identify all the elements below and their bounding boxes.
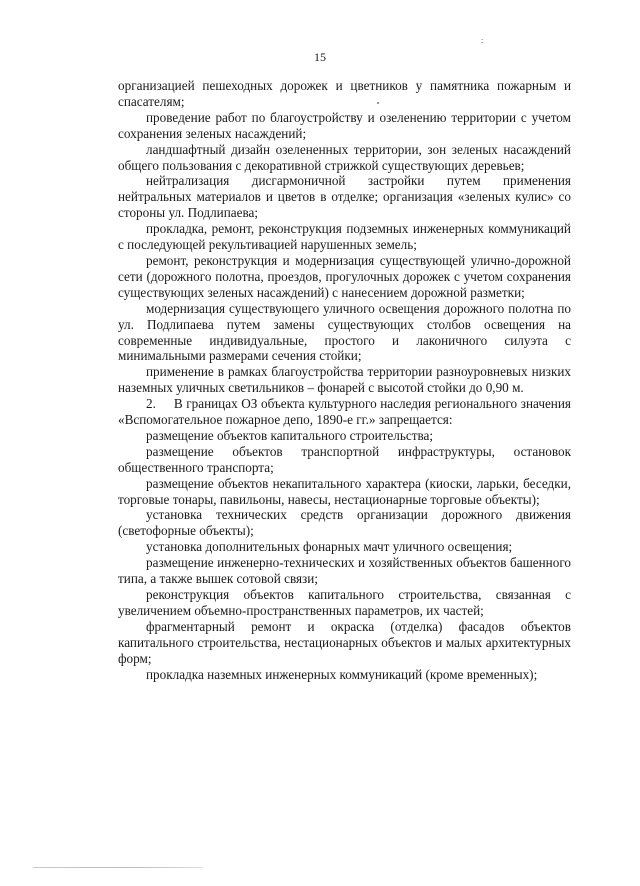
paragraph-non-capital-objects: размещение объектов некапитального характера (киоски, ларьки, беседки, торговые тонары, павильоны, навесы, нестационарные торговые объекты); — [118, 475, 571, 507]
paragraph-neutralization-buildings: нейтрализация дисгармоничной застройки путем применения нейтральных материалов и цветов в отделке; организация «зеленых кулис» со стороны ул. Подлипаева; — [118, 173, 571, 221]
paragraph-tower-objects: размещение инженерно-технических и хозяйственных объектов башенного типа, а также вышек сотовой связи; — [118, 555, 571, 587]
paragraph-transport-infrastructure: размещение объектов транспортной инфраструктуры, остановок общественного транспорта; — [118, 443, 571, 475]
paragraph-capital-construction: размещение объектов капитального строительства; — [146, 427, 434, 443]
paragraph-section-2-prohibitions: 2. В границах ОЗ объекта культурного наследия регионального значения «Вспомогательное пожарное депо, 1890-е гг.» запрещается: — [118, 396, 571, 428]
paragraph-underground-utilities: прокладка, ремонт, реконструкция подземных инженерных коммуникаций с последующей рекультивацией нарушенных земель; — [118, 221, 571, 253]
paragraph-continued-pedestrian-paths: организацией пешеходных дорожек и цветников у памятника пожарным и спасателям; — [118, 78, 571, 109]
paragraph-landscape-design: ландшафтный дизайн озелененных территории, зон зеленых насаждений общего пользования с декоративной стрижкой существующих деревьев; — [118, 141, 571, 173]
paragraph-traffic-control-devices: установка технических средств организации дорожного движения (светофорные объекты); — [118, 507, 571, 539]
scan-edge-line — [33, 867, 203, 868]
paragraph-landscaping-works: проведение работ по благоустройству и озеленению территории с учетом сохранения зеленых насаждений; — [118, 109, 571, 141]
paragraph-road-network: ремонт, реконструкция и модернизация существующей улично-дорожной сети (дорожного полотна, проездов, прогулочных дорожек с учетом сохранения существующих зеленых насаждений) с нанесением дорожной разметки; — [118, 252, 571, 300]
paragraph-reconstruction: реконструкция объектов капитального строительства, связанная с увеличением объемно-пространственных параметров, их частей; — [118, 587, 571, 618]
paragraph-lighting-masts: установка дополнительных фонарных мачт уличного освещения; — [146, 539, 513, 555]
paragraph-low-lanterns: применение в рамках благоустройства территории разноуровневых низких наземных уличных светильников – фонарей с высотой стойки до 0,90 м. — [118, 364, 571, 396]
document-body — [118, 78, 571, 682]
scan-corner-mark: : — [481, 36, 484, 45]
paragraph-street-lighting: модернизация существующего уличного освещения дорожного полотна по ул. Подлипаева путем замены существующих столбов освещения на современные индивидуальные, простого и лаконичного силуэта с минимальными размерами сечения стойки; — [118, 300, 571, 364]
page-number: 15 — [314, 50, 326, 64]
paragraph-ground-utilities: прокладка наземных инженерных коммуникаций (кроме временных); — [146, 666, 538, 682]
paragraph-facade-repair: фрагментарный ремонт и окраска (отделка) фасадов объектов капитального строительства, нестационарных объектов и малых архитектурных форм; — [118, 618, 571, 666]
